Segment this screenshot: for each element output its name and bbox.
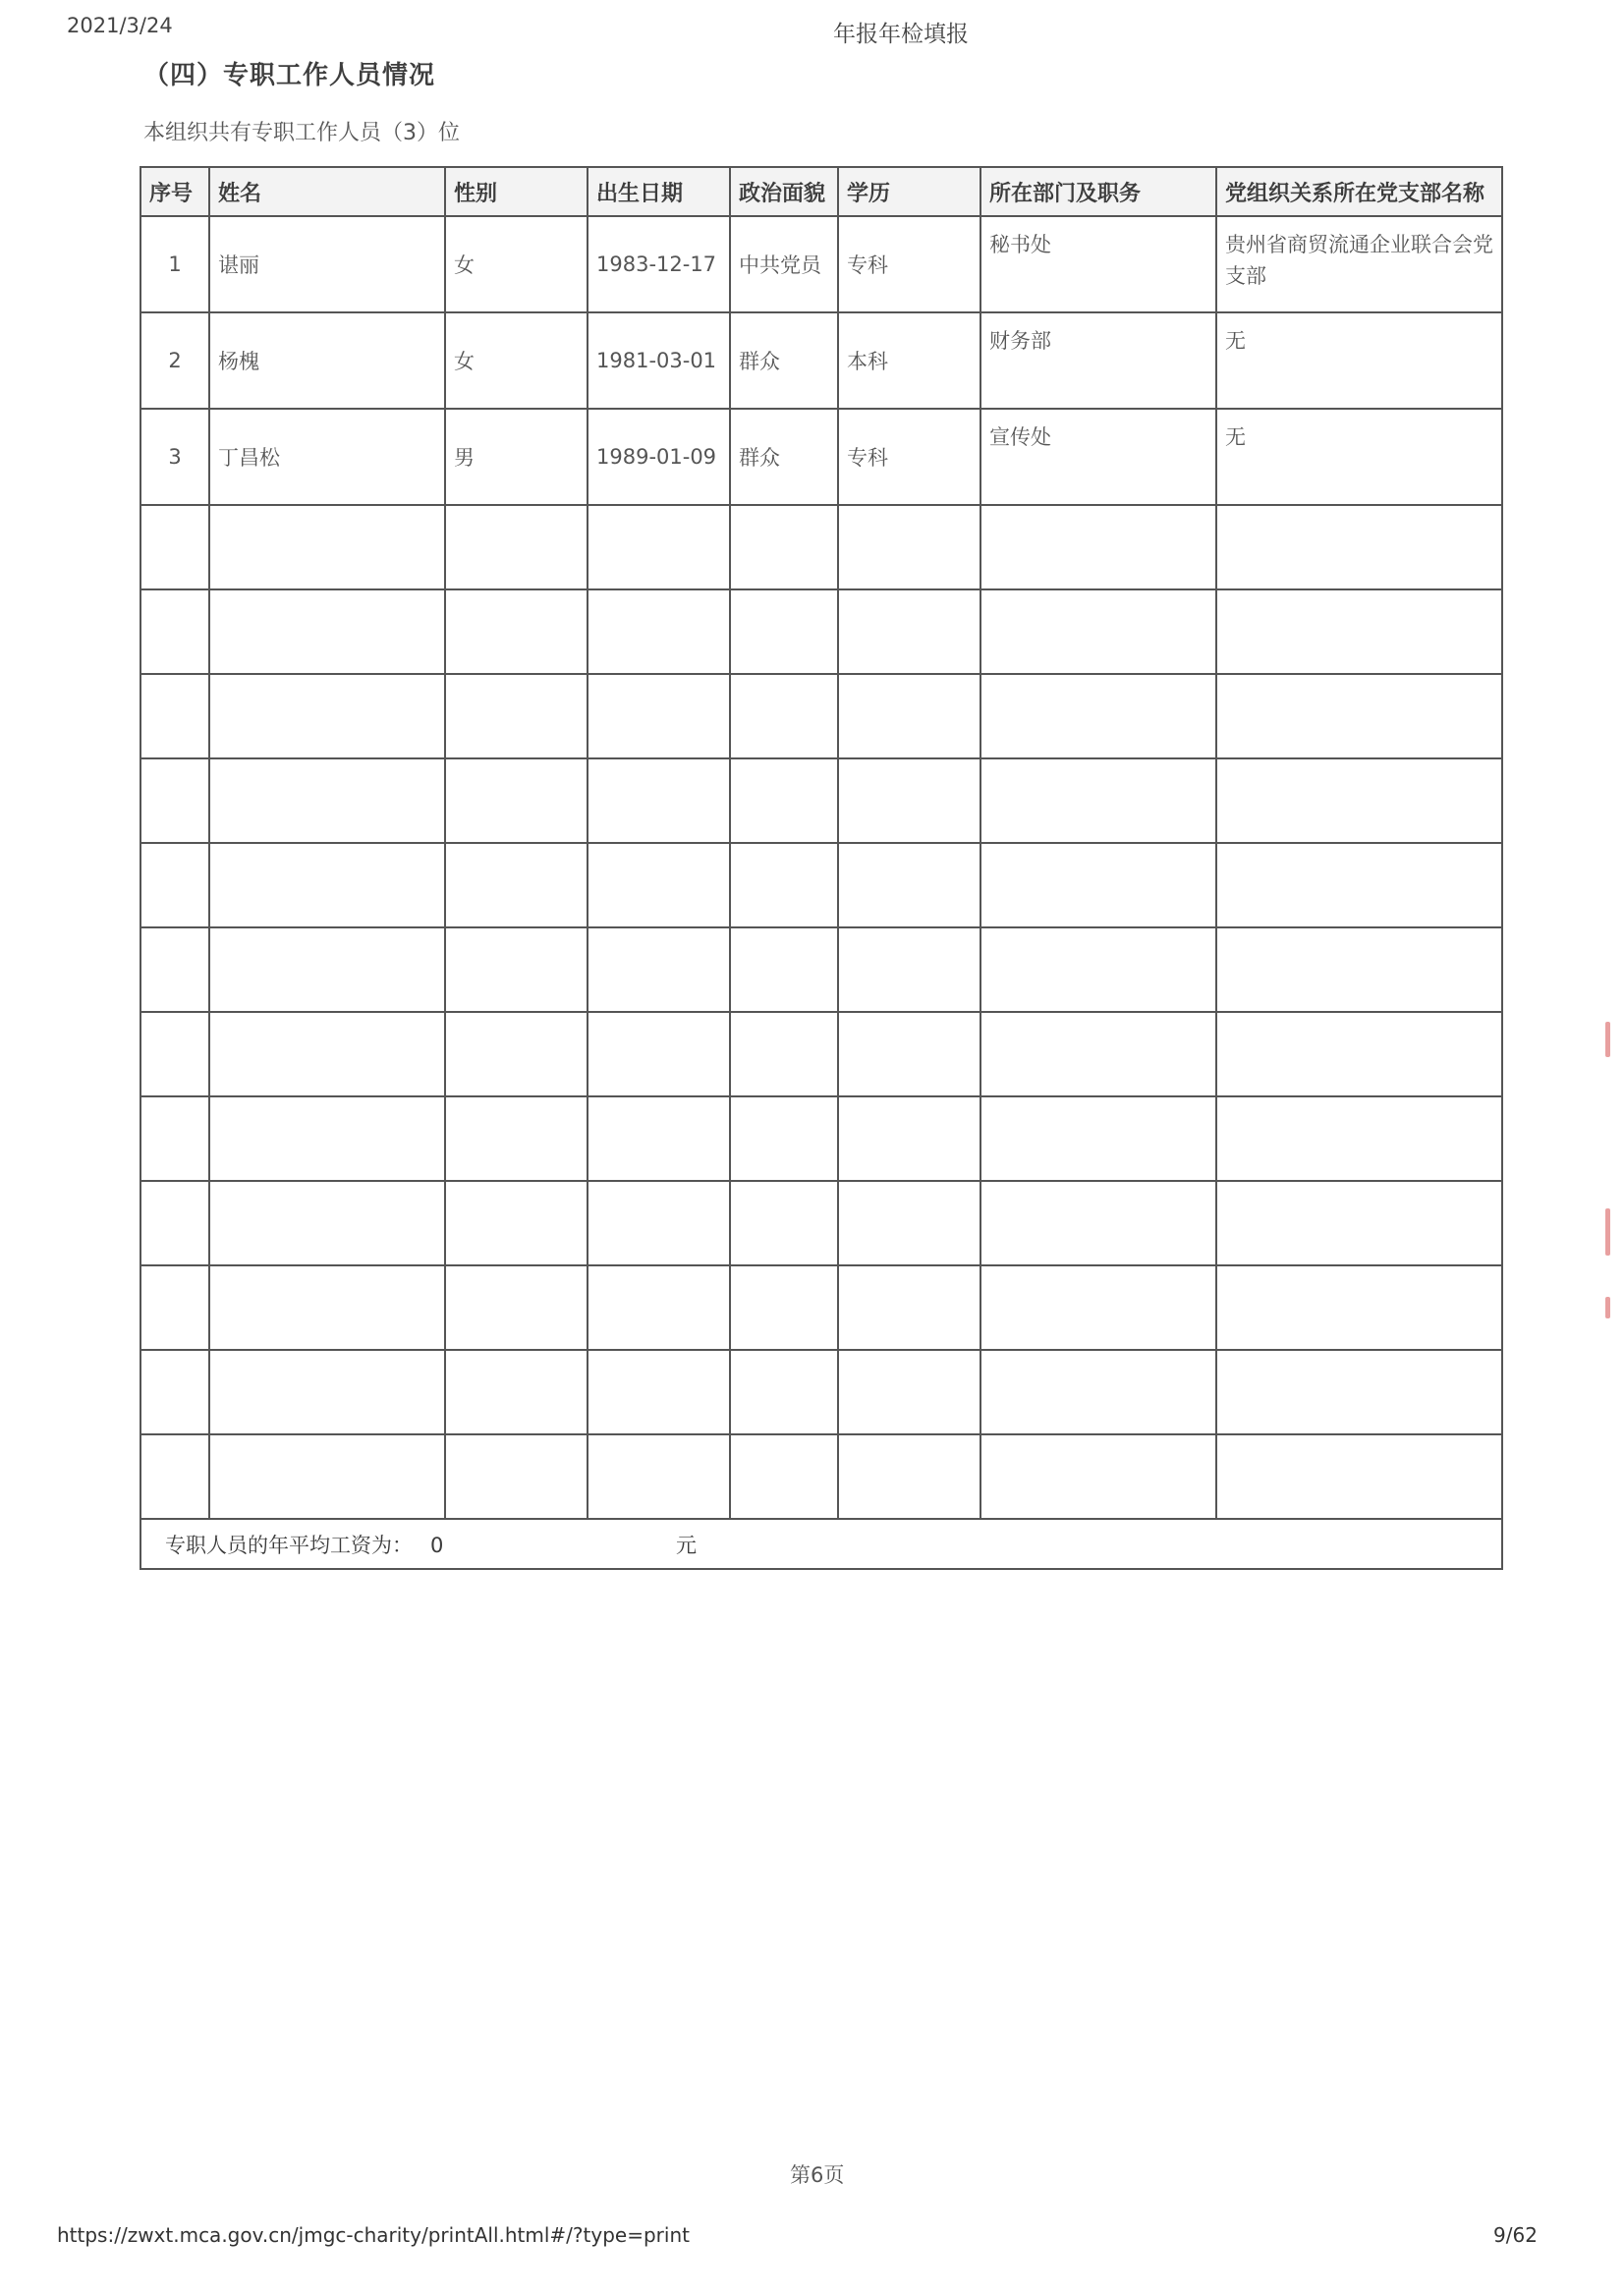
cell-name: 谌丽 xyxy=(209,216,445,312)
empty-cell xyxy=(445,505,588,589)
empty-cell xyxy=(140,1012,209,1096)
cell-department: 秘书处 xyxy=(980,216,1216,312)
empty-cell xyxy=(838,927,980,1012)
print-date: 2021/3/24 xyxy=(67,14,173,37)
stamp-edge-mark xyxy=(1605,1208,1610,1256)
staff-count-value: 3 xyxy=(403,121,418,145)
empty-cell xyxy=(730,674,838,758)
empty-table-row xyxy=(140,505,1502,589)
empty-cell xyxy=(445,674,588,758)
cell-department: 宣传处 xyxy=(980,409,1216,505)
empty-cell xyxy=(588,843,730,927)
empty-cell xyxy=(588,1265,730,1350)
empty-cell xyxy=(588,1012,730,1096)
cell-political: 群众 xyxy=(730,312,838,409)
cell-political: 群众 xyxy=(730,409,838,505)
footer-url: https://zwxt.mca.gov.cn/jmgc-charity/printAll.html#/?type=print xyxy=(57,2223,690,2247)
empty-table-row xyxy=(140,1181,1502,1265)
empty-cell xyxy=(140,1434,209,1519)
salary-row xyxy=(140,1519,1502,1569)
cell-gender: 男 xyxy=(445,409,588,505)
empty-cell xyxy=(588,589,730,674)
footer-page-count: 9/62 xyxy=(1493,2223,1538,2247)
empty-cell xyxy=(140,589,209,674)
empty-cell xyxy=(730,927,838,1012)
empty-cell xyxy=(588,758,730,843)
table-row xyxy=(140,409,1502,505)
empty-cell xyxy=(588,1096,730,1181)
empty-cell xyxy=(588,927,730,1012)
empty-cell xyxy=(209,589,445,674)
table-row xyxy=(140,312,1502,409)
salary-unit: 元 xyxy=(676,1533,697,1557)
empty-cell xyxy=(209,1012,445,1096)
cell-no: 3 xyxy=(140,409,209,505)
empty-cell xyxy=(140,674,209,758)
empty-cell xyxy=(445,1350,588,1434)
cell-no: 1 xyxy=(140,216,209,312)
empty-cell xyxy=(838,589,980,674)
empty-cell xyxy=(140,927,209,1012)
staff-count-line xyxy=(143,116,460,146)
empty-cell xyxy=(1216,505,1502,589)
empty-cell xyxy=(209,674,445,758)
empty-table-row xyxy=(140,674,1502,758)
empty-cell xyxy=(140,1265,209,1350)
empty-cell xyxy=(140,505,209,589)
empty-cell xyxy=(980,843,1216,927)
empty-cell xyxy=(980,1181,1216,1265)
empty-table-row xyxy=(140,589,1502,674)
empty-cell xyxy=(980,1012,1216,1096)
empty-cell xyxy=(1216,1265,1502,1350)
empty-cell xyxy=(1216,758,1502,843)
empty-cell xyxy=(838,843,980,927)
empty-cell xyxy=(980,1350,1216,1434)
empty-cell xyxy=(1216,1181,1502,1265)
header-gender: 性别 xyxy=(445,167,588,216)
empty-cell xyxy=(838,758,980,843)
empty-cell xyxy=(588,674,730,758)
salary-cell xyxy=(140,1519,1502,1569)
stamp-edge-mark xyxy=(1605,1022,1610,1057)
cell-education: 专科 xyxy=(838,216,980,312)
empty-cell xyxy=(445,589,588,674)
empty-table-row xyxy=(140,1350,1502,1434)
empty-cell xyxy=(980,589,1216,674)
empty-cell xyxy=(730,1265,838,1350)
empty-cell xyxy=(1216,1096,1502,1181)
table-row xyxy=(140,216,1502,312)
empty-table-row xyxy=(140,758,1502,843)
cell-party: 无 xyxy=(1216,312,1502,409)
empty-cell xyxy=(588,1434,730,1519)
header-education: 学历 xyxy=(838,167,980,216)
cell-gender: 女 xyxy=(445,312,588,409)
empty-cell xyxy=(730,505,838,589)
empty-table-row xyxy=(140,1096,1502,1181)
empty-cell xyxy=(588,1350,730,1434)
cell-name: 丁昌松 xyxy=(209,409,445,505)
empty-cell xyxy=(980,674,1216,758)
empty-cell xyxy=(730,1012,838,1096)
empty-cell xyxy=(588,1181,730,1265)
empty-cell xyxy=(445,1265,588,1350)
empty-cell xyxy=(445,758,588,843)
empty-cell xyxy=(209,1096,445,1181)
empty-cell xyxy=(445,1181,588,1265)
cell-gender: 女 xyxy=(445,216,588,312)
staff-table-body xyxy=(140,216,1502,1519)
cell-birth: 1989-01-09 xyxy=(588,409,730,505)
salary-label: 专职人员的年平均工资为： xyxy=(165,1533,413,1557)
empty-cell xyxy=(838,674,980,758)
header-birth: 出生日期 xyxy=(588,167,730,216)
empty-cell xyxy=(838,1434,980,1519)
header-no: 序号 xyxy=(140,167,209,216)
empty-cell xyxy=(838,1265,980,1350)
empty-cell xyxy=(1216,674,1502,758)
empty-cell xyxy=(1216,927,1502,1012)
empty-cell xyxy=(209,927,445,1012)
page-number: 第6页 xyxy=(790,2163,845,2187)
header-political: 政治面貌 xyxy=(730,167,838,216)
empty-cell xyxy=(1216,1012,1502,1096)
empty-cell xyxy=(838,1350,980,1434)
empty-cell xyxy=(838,1181,980,1265)
empty-table-row xyxy=(140,927,1502,1012)
cell-education: 本科 xyxy=(838,312,980,409)
empty-cell xyxy=(980,1265,1216,1350)
header-department: 所在部门及职务 xyxy=(980,167,1216,216)
stamp-edge-mark xyxy=(1605,1297,1610,1318)
empty-cell xyxy=(1216,1350,1502,1434)
empty-cell xyxy=(209,1265,445,1350)
cell-party: 无 xyxy=(1216,409,1502,505)
empty-cell xyxy=(1216,1434,1502,1519)
empty-table-row xyxy=(140,1012,1502,1096)
empty-cell xyxy=(140,1350,209,1434)
empty-cell xyxy=(730,1181,838,1265)
empty-cell xyxy=(980,758,1216,843)
table-header-row xyxy=(140,167,1502,216)
cell-education: 专科 xyxy=(838,409,980,505)
header-name: 姓名 xyxy=(209,167,445,216)
empty-table-row xyxy=(140,843,1502,927)
staff-count-prefix: 本组织共有专职工作人员（ xyxy=(143,121,404,145)
empty-cell xyxy=(209,1350,445,1434)
empty-cell xyxy=(140,758,209,843)
empty-cell xyxy=(588,505,730,589)
empty-cell xyxy=(445,1012,588,1096)
empty-cell xyxy=(209,1181,445,1265)
empty-cell xyxy=(209,843,445,927)
cell-party: 贵州省商贸流通企业联合会党支部 xyxy=(1216,216,1502,312)
empty-cell xyxy=(445,927,588,1012)
empty-cell xyxy=(838,1012,980,1096)
empty-cell xyxy=(980,1096,1216,1181)
empty-cell xyxy=(140,1181,209,1265)
staff-count-suffix: ）位 xyxy=(417,121,461,145)
empty-cell xyxy=(730,1350,838,1434)
empty-table-row xyxy=(140,1434,1502,1519)
empty-cell xyxy=(209,1434,445,1519)
empty-cell xyxy=(730,758,838,843)
empty-cell xyxy=(980,927,1216,1012)
empty-cell xyxy=(209,758,445,843)
empty-cell xyxy=(140,843,209,927)
empty-cell xyxy=(445,843,588,927)
empty-cell xyxy=(730,1096,838,1181)
cell-name: 杨槐 xyxy=(209,312,445,409)
empty-cell xyxy=(980,505,1216,589)
cell-no: 2 xyxy=(140,312,209,409)
empty-cell xyxy=(730,843,838,927)
document-title: 年报年检填报 xyxy=(833,22,969,47)
empty-cell xyxy=(140,1096,209,1181)
cell-birth: 1983-12-17 xyxy=(588,216,730,312)
cell-birth: 1981-03-01 xyxy=(588,312,730,409)
empty-cell xyxy=(445,1096,588,1181)
salary-value: 0 xyxy=(430,1533,444,1557)
staff-table xyxy=(140,166,1503,1570)
empty-cell xyxy=(209,505,445,589)
empty-cell xyxy=(1216,843,1502,927)
cell-political: 中共党员 xyxy=(730,216,838,312)
cell-department: 财务部 xyxy=(980,312,1216,409)
empty-cell xyxy=(838,505,980,589)
empty-cell xyxy=(1216,589,1502,674)
header-party: 党组织关系所在党支部名称 xyxy=(1216,167,1502,216)
empty-table-row xyxy=(140,1265,1502,1350)
empty-cell xyxy=(730,589,838,674)
empty-cell xyxy=(445,1434,588,1519)
empty-cell xyxy=(730,1434,838,1519)
section-title: （四）专职工作人员情况 xyxy=(143,61,436,90)
empty-cell xyxy=(980,1434,1216,1519)
empty-cell xyxy=(838,1096,980,1181)
